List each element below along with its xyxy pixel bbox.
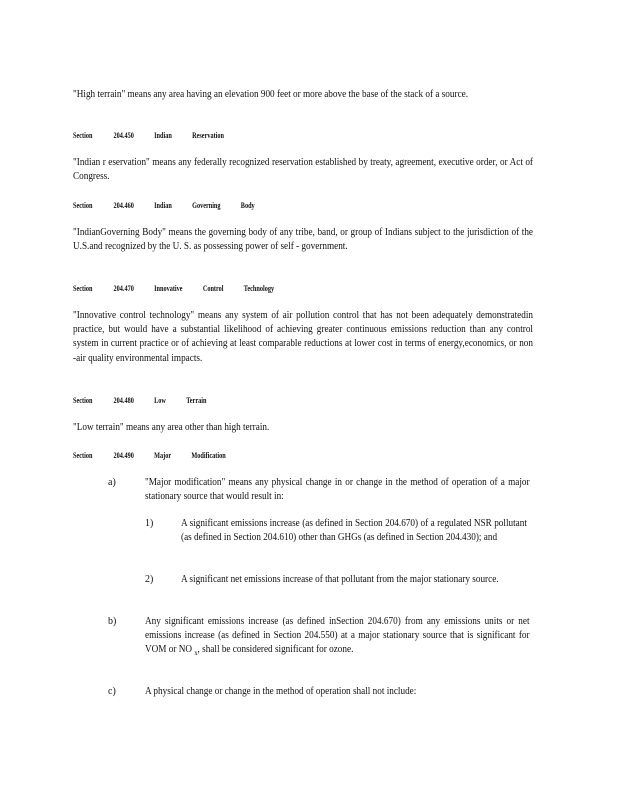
item-a1-marker: 1)	[145, 518, 154, 529]
nox-subscript: x	[194, 649, 198, 658]
section-heading-204-490: Section 204.490 Major Modification	[73, 451, 226, 460]
high-terrain-definition: "High terrain" means any area having an elevation 900 feet or more above the base of the stack of a source.	[73, 89, 469, 100]
section-heading-204-470: Section 204.470 Innovative Control Technology	[73, 284, 275, 293]
item-b-text: Any significant emissions increase (as defined inSection 204.670) from any emissions units or net emissions increase (as defined in Section 204.550) at a major stationary source that is significant for VOM or NO $_x$, shall be considered significant for ozone.	[145, 616, 530, 658]
item-a-marker: a)	[108, 477, 116, 488]
indian-reservation-definition: "Indian r eservation" means any federally recognized reservation established by treaty, agreement, executive order, or Act of Congress.	[73, 157, 533, 183]
item-b-marker: b)	[108, 616, 117, 627]
item-a2-text: A significant net emissions increase of that pollutant from the major stationary source.	[181, 574, 499, 585]
item-c-text: A physical change or change in the method of operation shall not include:	[145, 686, 417, 697]
low-terrain-definition: "Low terrain" means any area other than high terrain.	[73, 422, 270, 433]
indian-governing-body-definition: "IndianGoverning Body" means the governing body of any tribe, band, or group of Indians subject to the jurisdiction of the U.S.and recognized by the U. S. as possessing power of self - government.	[73, 227, 533, 253]
item-a-text: "Major modification" means any physical change in or change in the method of operation of a major stationary source that would result in:	[145, 477, 530, 503]
section-heading-204-460: Section 204.460 Indian Governing Body	[73, 201, 255, 210]
innovative-control-definition: "Innovative control technology" means any system of air pollution control that has not been adequately demonstratedin practice, but would have a substantial likelihood of achieving greater continuous emissions reduction than any control system in current practice or of achieving at least comparable reductions at lower cost in terms of energy,economics, or non -air quality environmental impacts.	[73, 310, 533, 364]
section-heading-204-480: Section 204.480 Low Terrain	[73, 396, 207, 405]
item-a2-marker: 2)	[145, 574, 154, 585]
item-c-marker: c)	[108, 686, 116, 697]
section-heading-204-450: Section 204.450 Indian Reservation	[73, 131, 224, 140]
item-a1-text: A significant emissions increase (as defined in Section 204.670) of a regulated NSR pollutant (as defined in Section 204.610) other than GHGs (as defined in Section 204.430); and	[181, 518, 527, 544]
